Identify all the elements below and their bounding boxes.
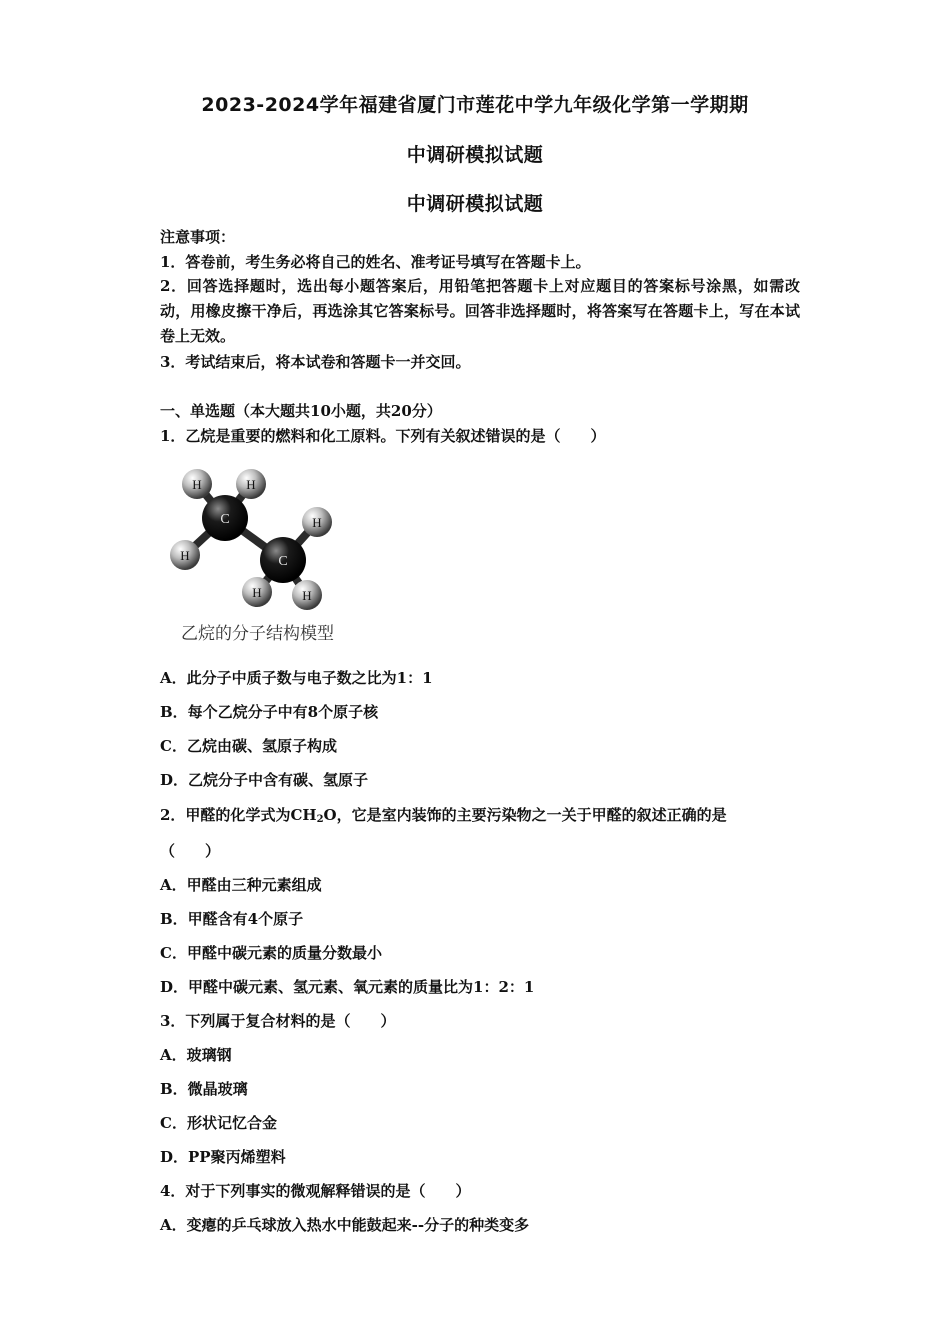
- q3-option-d: D．PP聚丙烯塑料: [160, 1148, 286, 1166]
- q2-option-a: A．甲醛由三种元素组成: [160, 876, 322, 894]
- q3-stem: 3．下列属于复合材料的是（ ）: [160, 1012, 396, 1030]
- exam-title-line3: 中调研模拟试题: [406, 193, 544, 215]
- q2-stem-paren: （ ）: [160, 842, 221, 860]
- q2-stem-part2: O，它是室内装饰的主要污染物之一关于甲醛的叙述正确的是: [323, 806, 727, 824]
- q2-stem: [160, 805, 727, 830]
- section-heading: 一、单选题（本大题共10小题，共20分）: [160, 402, 442, 420]
- exam-title-line1: 2023-2024学年福建省厦门市莲花中学九年级化学第一学期期: [201, 94, 749, 116]
- hydrogen-atom: [292, 580, 322, 610]
- q1-option-b: B．每个乙烷分子中有8个原子核: [160, 703, 379, 721]
- hydrogen-atom: [302, 507, 332, 537]
- q3-option-b: B．微晶玻璃: [160, 1080, 248, 1098]
- atom-label-h: H: [252, 585, 262, 600]
- hydrogen-atom: [242, 577, 272, 607]
- q4-stem: 4．对于下列事实的微观解释错误的是（ ）: [160, 1182, 471, 1200]
- q1-option-a: A．此分子中质子数与电子数之比为1：1: [160, 669, 433, 687]
- q1-option-c: C．乙烷由碳、氢原子构成: [160, 737, 337, 755]
- atom-label-h: H: [246, 477, 256, 492]
- hydrogen-atom: [170, 540, 200, 570]
- figure-caption: 乙烷的分子结构模型: [181, 624, 334, 644]
- atom-label-c: C: [220, 512, 230, 527]
- hydrogen-atom: [182, 469, 212, 499]
- exam-title-line2: 中调研模拟试题: [406, 144, 544, 166]
- notes-item-1: 1．答卷前，考生务必将自己的姓名、准考证号填写在答题卡上。: [160, 253, 591, 271]
- q4-option-a: A．变瘪的乒乓球放入热水中能鼓起来--分子的种类变多: [160, 1216, 530, 1234]
- q1-option-d: D．乙烷分子中含有碳、氢原子: [160, 771, 369, 789]
- q2-option-b: B．甲醛含有4个原子: [160, 910, 304, 928]
- notes-heading: 注意事项：: [160, 228, 236, 246]
- q2-option-c: C．甲醛中碳元素的质量分数最小: [160, 944, 382, 962]
- ethane-molecule-model: [165, 462, 345, 612]
- atom-label-h: H: [180, 548, 190, 563]
- notes-item-2: 2．回答选择题时，选出每小题答案后，用铅笔把答题卡上对应题目的答案标号涂黑，如需改动，用橡皮擦干净后，再选涂其它答案标号。回答非选择题时，将答案写在答题卡上，写在本试卷上无效。: [160, 277, 800, 345]
- atom-label-h: H: [302, 588, 312, 603]
- atom-label-h: H: [312, 515, 322, 530]
- q3-option-a: A．玻璃钢: [160, 1046, 232, 1064]
- hydrogen-atom: [236, 469, 266, 499]
- atom-label-h: H: [192, 477, 202, 492]
- q1-stem: 1．乙烷是重要的燃料和化工原料。下列有关叙述错误的是（ ）: [160, 427, 606, 445]
- q3-option-c: C．形状记忆合金: [160, 1114, 277, 1132]
- carbon-atom: [260, 537, 306, 583]
- q2-stem-subscript: 2: [316, 814, 324, 825]
- q2-stem-part1: 2．甲醛的化学式为CH: [160, 806, 317, 824]
- q2-option-d: D．甲醛中碳元素、氢元素、氧元素的质量比为1：2：1: [160, 978, 535, 996]
- carbon-atom: [202, 495, 248, 541]
- atom-label-c: C: [278, 554, 288, 569]
- notes-item-3: 3．考试结束后，将本试卷和答题卡一并交回。: [160, 353, 471, 371]
